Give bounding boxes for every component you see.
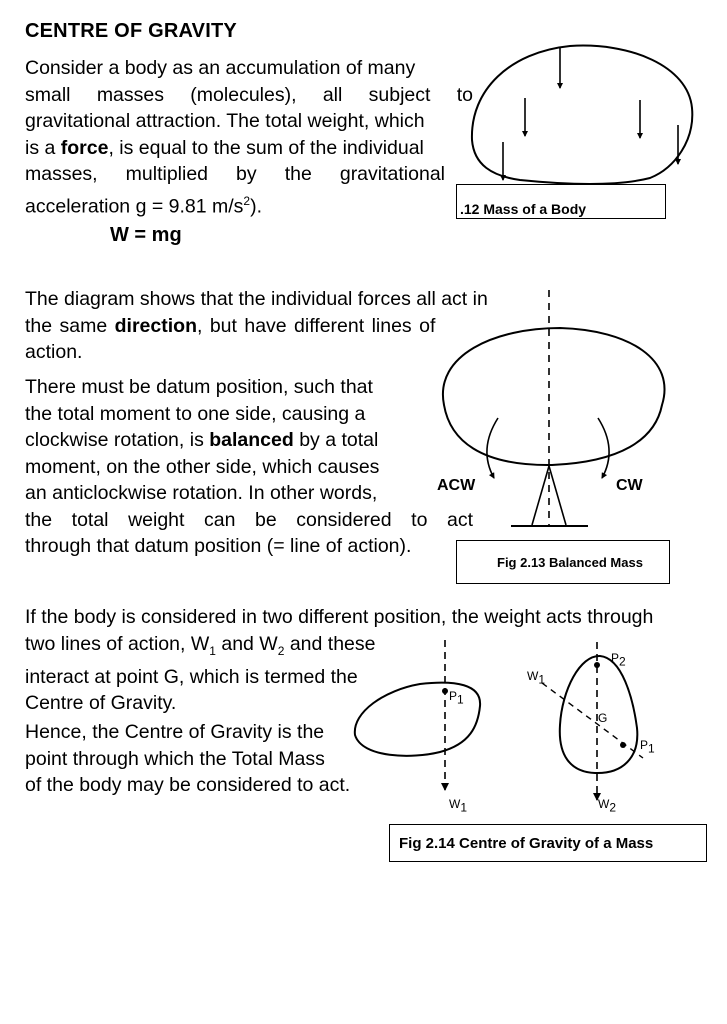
text-line: two lines of action, $W_1$ and $W_2$ and these	[25, 632, 376, 658]
text-line: action.	[25, 341, 83, 363]
text-line: moment, on the other side, which causes	[25, 455, 380, 478]
p1-rotated-label: $P_1$	[640, 738, 655, 756]
acw-label: ACW	[437, 477, 476, 494]
acw-rotation-arrow	[487, 418, 498, 478]
page-title: CENTRE OF GRAVITY	[25, 20, 237, 42]
fig-2-13-caption: Fig 2.13 Balanced Mass	[456, 540, 670, 584]
weight-formula: W = mg	[110, 224, 182, 246]
text-line: the same direction, but have different lines of	[25, 314, 436, 337]
text-line: through that datum position (= line of action).	[25, 535, 412, 557]
cw-rotation-arrow	[598, 418, 609, 478]
bold-term: force	[60, 136, 109, 159]
text-line: Consider a body as an accumulation of many	[25, 57, 416, 79]
body-outline	[472, 46, 692, 184]
w2-label: $W_2$	[598, 797, 617, 815]
w1-diagonal-label: $W_1$	[527, 669, 546, 687]
cw-label: CW	[616, 477, 643, 494]
text-line: point through which the Total Mass	[25, 747, 325, 770]
text-line: clockwise rotation, is balanced by a total	[25, 429, 379, 451]
p1-label: $P_1$	[449, 689, 464, 707]
text-line: of the body may be considered to act.	[25, 774, 351, 796]
fig-2-14-caption: Fig 2.14 Centre of Gravity of a Mass	[389, 824, 707, 862]
text-line: There must be datum position, such that	[25, 376, 373, 398]
point-p2	[594, 662, 600, 668]
point-p1	[442, 688, 448, 694]
balanced-body-outline	[443, 328, 665, 465]
text-line: an anticlockwise rotation. In other words,	[25, 482, 378, 504]
p2-label: $P_2$	[611, 651, 626, 669]
text-line: the total moment to one side, causing a	[25, 402, 366, 425]
text-line: interact at point G, which is termed the	[25, 665, 358, 688]
text-line: the total weight can be considered to act	[25, 508, 473, 531]
text-line: Centre of Gravity.	[25, 692, 177, 715]
text-line: is a force, is equal to the sum of the individual	[25, 136, 424, 159]
fig-2-12-caption: .12 Mass of a Body	[456, 184, 666, 219]
text-line: The diagram shows that the individual forces all act in	[25, 288, 488, 310]
text-line: If the body is considered in two different position, the weight acts through	[25, 606, 654, 628]
text-line: Hence, the Centre of Gravity is the	[25, 721, 325, 743]
bold-term: balanced	[209, 429, 294, 451]
text-line: masses, multiplied by the gravitational	[25, 163, 445, 185]
text-line: small masses (molecules), all subject to	[25, 83, 473, 106]
line-of-action-dashed-diagonal	[542, 683, 643, 758]
point-p1-rotated	[620, 742, 626, 748]
mass-of-body-figure	[472, 46, 692, 184]
w1-label: $W_1$	[449, 797, 468, 815]
text-line: gravitational attraction. The total weight, which	[25, 110, 425, 132]
bold-term: direction	[114, 314, 197, 337]
g-label: G	[598, 711, 608, 725]
text-line: acceleration g = 9.81 $m/s^2$).	[25, 193, 263, 217]
